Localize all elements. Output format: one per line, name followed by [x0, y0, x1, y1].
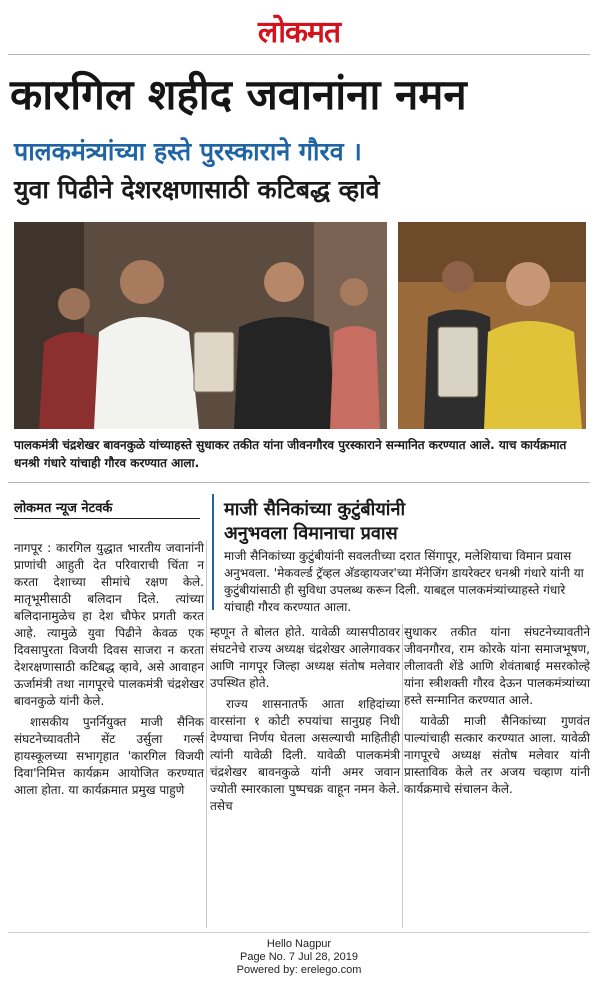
subheading-blue: पालकमंत्र्यांच्या हस्ते पुरस्काराने गौरव । [14, 137, 362, 166]
sidebar-text: माजी सैनिकांच्या कुटुंबीयांनी सवलतीच्या दरात सिंगापूर, मलेशियाचा विमान प्रवास अनुभवला. 'मेकवर्ल्ड ट्रॅव्हल अ‍ॅडव्हायजर'च्या मॅनेजिंग डायरेक्टर धनश्री गंधारे यांनी या कुटुंबीयांसाठी ही सुविधा उपलब्ध करून दिली. याबद्दल पालकमंत्र्यांच्याहस्ते गंधारे यांचाही गौरव करण्यात आला. [224, 549, 584, 614]
newspaper-logo: लोकमत [257, 15, 341, 50]
article-column-2 [210, 624, 400, 819]
article-column-3 [404, 624, 590, 802]
byline-underline [14, 518, 200, 519]
masthead-divider [8, 54, 590, 55]
caption-divider [8, 482, 590, 483]
sidebar-box [212, 494, 594, 614]
article-paragraph: शासकीय पुनर्नियुक्त माजी सैनिक संघटनेच्यावतीने सेंट उर्सुला गर्ल्स हायस्कूलच्या सभागृहात 'कारगिल विजयी दिवा'निमित्त कार्यक्रम आयोजित करण्यात आला होता. या कार्यक्रमात प्रमुख पाहुणे [14, 715, 204, 797]
masthead [0, 0, 598, 52]
column-divider [402, 624, 403, 928]
ceremony-photo-main [14, 222, 387, 429]
sidebar-title-line1: माजी सैनिकांच्या कुटुंबीयांनी [224, 499, 406, 520]
award-photo-illustration [398, 222, 586, 429]
sidebar-title-line2: अनुभवला विमानाचा प्रवास [224, 523, 398, 544]
article-paragraph: यावेळी माजी सैनिकांच्या गुणवंत पाल्यांचाही सत्कार करण्यात आला. यावेळी नागपूरचे अध्यक्ष संतोष मलेवार यांनी प्रास्ताविक केले तर अजय चव्हाण यांनी कार्यक्रमाचे संचालन केले. [404, 714, 590, 796]
footer-divider [8, 932, 590, 933]
article-paragraph: नागपूर : कारगिल युद्धात भारतीय जवानांनी प्राणांची आहुती देत परिवाराची चिंता न करता देशाच्या सीमांचे रक्षण केले. मातृभूमीसाठी बलिदान दिले. त्यांच्या बलिदानामुळेच हा देश चौफेर प्रगती करत आहे. त्यामुळे युवा पिढीने केवळ एक दिवसापुरता विजयी दिवस साजरा न करता देशरक्षणासाठी कटिबद्ध व्हावे, असे आवाहन ऊर्जामंत्री तथा नागपूरचे पालकमंत्री चंद्रशेखर बावनकुळे यांनी केले. [14, 541, 204, 708]
headline: कारगिल शहीद जवानांना नमन [10, 70, 467, 119]
ceremony-photo-secondary [398, 222, 586, 429]
byline: लोकमत न्यूज नेटवर्क [14, 501, 113, 516]
article-paragraph: सुधाकर तकीत यांना संघटनेच्यावतीने जीवनगौरव, राम कोरके यांना समाजभूषण, लीलावती शेंडे आणि शेवंताबाई मसरकोल्हे यांना स्त्रीशक्ती गौरव देऊन पालकमंत्र्यांच्या हस्ते सन्मानित करण्यात आले. [404, 625, 590, 707]
photo-caption: पालकमंत्री चंद्रशेखर बावनकुळे यांच्याहस्ते सुधाकर तकीत यांना जीवनगौरव पुरस्काराने सन्मानित करण्यात आले. याच कार्यक्रमात धनश्री गंधारे यांचाही गौरव करण्यात आला. [14, 438, 567, 470]
article-column-1 [14, 540, 204, 803]
article-paragraph: राज्य शासनातर्फे आता शहिदांच्या वारसांना १ कोटी रुपयांचा सानुग्रह निधी देण्याचा निर्णय घेतला असल्याची माहितीही त्यांनी यावेळी दिली. यावेळी पालकमंत्री चंद्रशेखर बावनकुळे यांनी अमर जवान ज्योती स्मारकाला पुष्पचक्र वाहून नमन केले. तसेच [210, 697, 400, 813]
sidebar-title [224, 498, 405, 546]
footer-page-date: Page No. 7 Jul 28, 2019 [239, 951, 359, 963]
article-paragraph: म्हणून ते बोलत होते. यावेळी व्यासपीठावर संघटनेचे राज्य अध्यक्ष चंद्रशेखर आलेगावकर आणि नागपूर जिल्हा अध्यक्ष संतोष मलेवार उपस्थित होते. [210, 625, 400, 690]
footer-powered-by: Powered by: erelego.com [236, 964, 362, 976]
footer-source: Hello Nagpur [266, 938, 332, 950]
subheading-black: युवा पिढीने देशरक्षणासाठी कटिबद्ध व्हावे [14, 175, 380, 204]
page-footer [0, 938, 598, 977]
column-divider [206, 540, 207, 928]
ceremony-photo-illustration [14, 222, 387, 429]
